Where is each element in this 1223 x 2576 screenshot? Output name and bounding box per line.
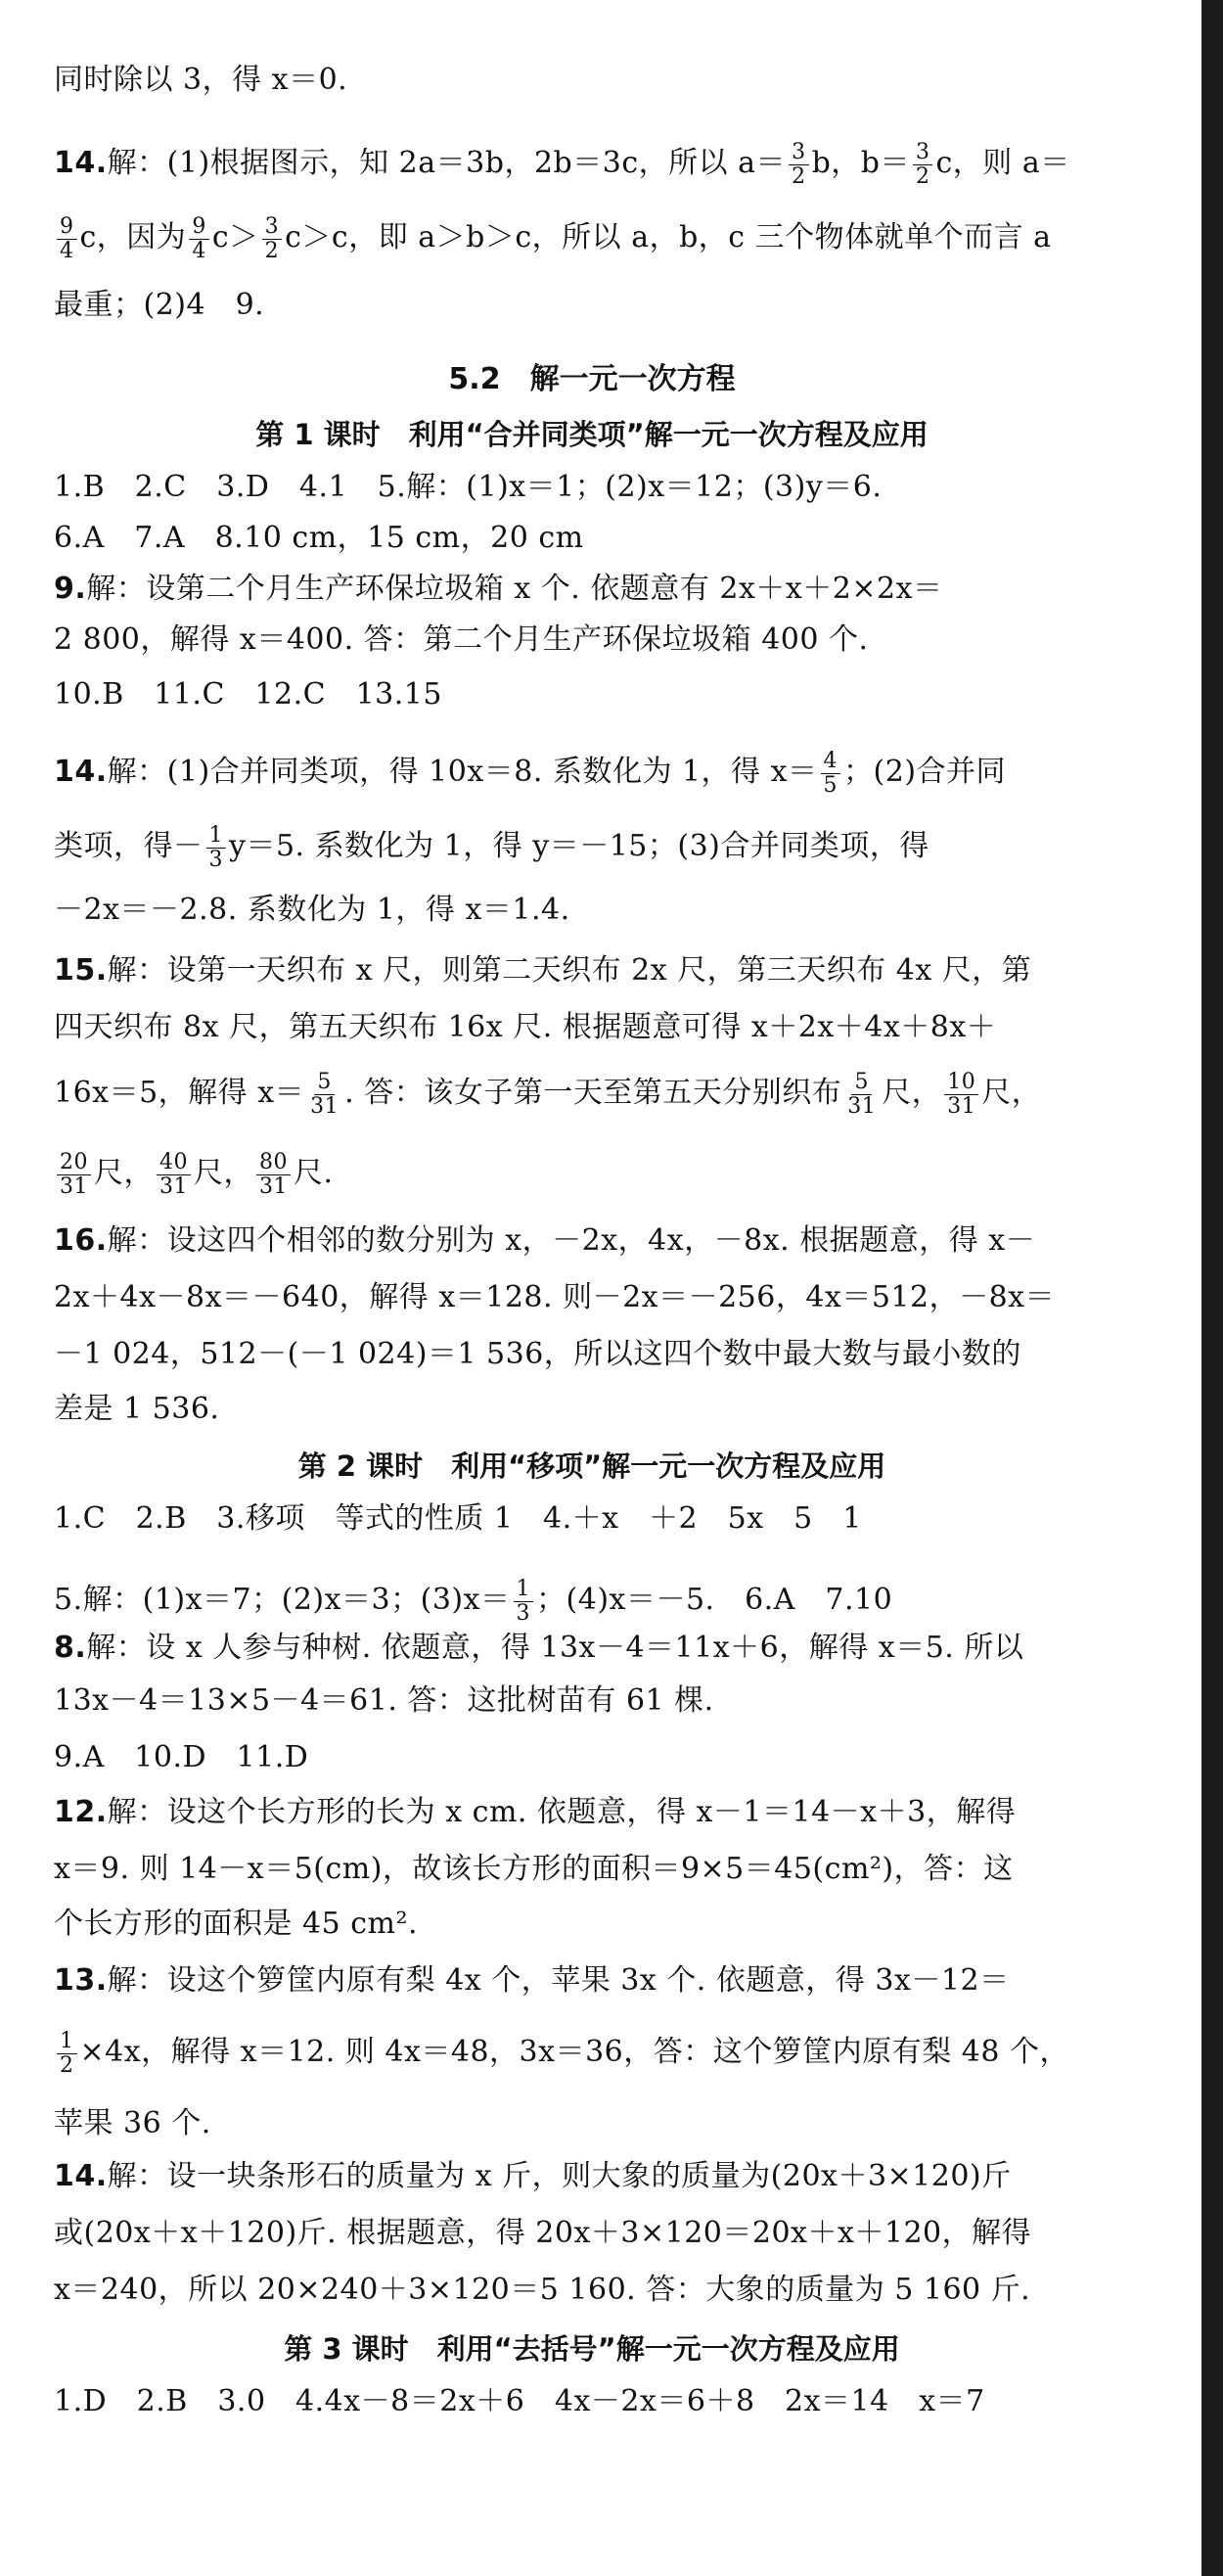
answer-line [54,1390,1066,1429]
fraction [206,824,227,872]
fraction [821,750,841,798]
fraction-denominator: 2 [915,163,930,189]
question-number: 15. [54,953,108,988]
answer-line [54,891,1066,930]
answer-line [54,1681,1066,1721]
text-run: 尺. [294,1156,334,1190]
answer-line [54,61,1066,100]
text-run: 1.B 2.C 3.D 4.1 5.解：(1)x＝1；(2)x＝12；(3)y＝6. [54,470,883,504]
answer-line [54,2104,1066,2143]
fraction-numerator: 3 [262,215,283,240]
text-run: 16x＝5，解得 x＝ [54,1076,305,1110]
fraction-denominator: 2 [264,238,280,263]
answer-line [54,1008,1066,1047]
fraction [57,215,77,263]
fraction-numerator: 80 [256,1151,291,1175]
fraction-numerator: 3 [789,141,809,165]
scan-edge-bar [1201,0,1223,2576]
text-run: c＞ [211,220,259,254]
answer-line [54,1499,1066,1539]
text-run: 10.B 11.C 12.C 13.15 [54,677,442,712]
fraction-denominator: 31 [947,1093,976,1119]
text-run: 1.D 2.B 3.0 4.4x－8＝2x＋6 4x－2x＝6＋8 2x＝14 x＝7 [54,2384,985,2418]
fraction [262,215,283,263]
answer-line [54,1905,1066,1944]
lesson-title: 第 2 课时 利用“移项”解一元一次方程及应用 [297,1449,886,1483]
text-run: 1.C 2.B 3.移项 等式的性质 1 4.＋x ＋2 5x 5 1 [54,1501,862,1536]
lesson-title: 第 1 课时 利用“合并同类项”解一元一次方程及应用 [255,418,929,451]
fraction-numerator: 4 [821,750,841,774]
text-run: x＝240，所以 20×240＋3×120＝5 160. 答：大象的质量为 5 160 斤. [54,2273,1031,2307]
answer-line [54,519,1066,558]
fraction-numerator: 10 [944,1071,978,1095]
answer-line [54,746,1066,799]
answer-line [54,1629,1066,1668]
fraction-numerator: 5 [851,1071,872,1095]
lesson-title: 第 3 课时 利用“去括号”解一元一次方程及应用 [284,2332,900,2366]
answer-line [54,468,1066,507]
text-run: 解：设这个长方形的长为 x cm. 依题意，得 x－1＝14－x＋3，解得 [107,1795,1017,1829]
answer-line [54,1850,1066,1889]
fraction [189,215,209,263]
text-run: ；(2)合并同 [843,755,1007,789]
fraction-numerator: 40 [157,1151,191,1175]
text-run: 解：(1)合并同类项，得 10x＝8. 系数化为 1，得 x＝ [107,755,818,789]
text-run: c，因为 [79,220,187,254]
question-number: 14. [54,755,108,789]
fraction-denominator: 3 [208,847,223,872]
answer-line [54,1278,1066,1317]
answer-line [54,570,1066,609]
text-run: －2x＝－2.8. 系数化为 1，得 x＝1.4. [54,893,570,927]
fraction-denominator: 31 [60,1173,88,1199]
question-number: 14. [54,146,108,180]
text-run: ×4x，解得 x＝12. 则 4x＝48，3x＝36，答：这个箩筐内原有梨 48 个， [79,2035,1069,2069]
question-number: 12. [54,1795,108,1829]
text-run: ；(4)x＝－5. 6.A 7.10 [536,1583,893,1617]
text-run: 苹果 36 个. [54,2106,211,2140]
fraction [944,1071,978,1119]
fraction-denominator: 2 [60,2052,74,2078]
fraction-denominator: 2 [792,163,806,189]
fraction-denominator: 31 [310,1093,340,1119]
text-run: 解：设第二个月生产环保垃圾箱 x 个. 依题意有 2x＋x＋2×2x＝ [86,572,943,606]
text-run: 尺， [94,1156,154,1190]
fraction-denominator: 3 [516,1600,531,1626]
text-run: 个长方形的面积是 45 cm². [54,1907,419,1941]
text-run: 13x－4＝13×5－4＝61. 答：这批树苗有 61 棵. [54,1683,714,1718]
text-run: 同时除以 3，得 x＝0. [54,63,348,97]
text-run: 解：设第一天织布 x 尺，则第二天织布 2x 尺，第三天织布 4x 尺，第 [107,953,1032,988]
text-run: 9.A 10.D 11.D [54,1740,309,1774]
text-run: 解：设 x 人参与种树. 依题意，得 13x－4＝11x＋6，解得 x＝5. 所以 [86,1631,1024,1665]
answer-line [54,1574,1066,1627]
fraction [57,2030,77,2078]
fraction-numerator: 1 [57,2030,77,2054]
text-run: 6.A 7.A 8.10 cm，15 cm，20 cm [54,521,584,555]
text-run: 类项，得－ [54,829,204,863]
fraction-denominator: 31 [259,1173,288,1199]
fraction-denominator: 31 [159,1173,188,1199]
question-number: 8. [54,1631,87,1665]
text-run: b，b＝ [811,146,910,180]
answer-line [54,286,1066,325]
answer-line [54,1067,1066,1120]
fraction [57,1151,91,1199]
text-run: 解：设这四个相邻的数分别为 x，－2x，4x，－8x. 根据题意，得 x－ [107,1223,1036,1258]
fraction-numerator: 3 [913,141,933,165]
fraction-numerator: 5 [314,1071,335,1095]
text-run: 差是 1 536. [54,1392,220,1426]
text-run: . 答：该女子第一天至第五天分别织布 [344,1076,842,1110]
fraction [514,1578,534,1626]
text-run: 2x＋4x－8x＝－640，解得 x＝128. 则－2x＝－256，4x＝512，－8x＝ [54,1280,1056,1314]
text-run: 尺， [882,1076,942,1110]
question-number: 9. [54,572,87,606]
text-run: x＝9. 则 14－x＝5(cm)，故该长方形的面积＝9×5＝45(cm²)，答：这 [54,1852,1014,1886]
fraction-denominator: 5 [823,772,838,798]
answer-line [54,621,1066,660]
answer-line [54,211,1066,264]
answer-line [54,1221,1066,1261]
fraction [307,1071,341,1119]
text-run: 解：(1)根据图示，知 2a＝3b，2b＝3c，所以 a＝ [107,146,787,180]
question-number: 13. [54,1963,108,1998]
text-run: 尺， [194,1156,253,1190]
fraction-denominator: 4 [192,238,206,263]
fraction-denominator: 4 [60,238,74,263]
answer-line [54,2026,1069,2079]
text-run: 最重；(2)4 9. [54,288,265,322]
answer-line [54,2382,1066,2421]
answer-line [54,2214,1066,2253]
text-run: c＞c，即 a＞b＞c，所以 a，b，c 三个物体就单个而言 a [285,220,1052,254]
text-run: 尺， [981,1076,1042,1110]
answer-line [54,1793,1066,1832]
question-number: 14. [54,2159,108,2193]
fraction [789,141,809,189]
text-run: c，则 a＝ [935,146,1070,180]
answer-line [54,1738,1066,1777]
text-run: 四天织布 8x 尺，第五天织布 16x 尺. 根据题意可得 x＋2x＋4x＋8x＋ [54,1010,997,1044]
fraction-numerator: 20 [57,1151,91,1175]
fraction [256,1151,291,1199]
fraction-numerator: 9 [189,215,209,240]
text-run: 解：设一块条形石的质量为 x 斤，则大象的质量为(20x＋3×120)斤 [107,2159,1012,2193]
answer-line [54,2271,1066,2310]
answer-line [54,1961,1066,2001]
text-run: 或(20x＋x＋120)斤. 根据题意，得 20x＋3×120＝20x＋x＋120，解得 [54,2216,1032,2250]
text-run: 解：设这个箩筐内原有梨 4x 个，苹果 3x 个. 依题意，得 3x－12＝ [107,1963,1010,1998]
text-run: 2 800，解得 x＝400. 答：第二个月生产环保垃圾箱 400 个. [54,622,869,657]
answer-line [54,1335,1066,1374]
answer-line [54,137,1070,190]
text-run: 5.解：(1)x＝7；(2)x＝3；(3)x＝ [54,1583,511,1617]
answer-line [54,951,1066,990]
fraction [913,141,933,189]
text-run: －1 024，512－(－1 024)＝1 536，所以这四个数中最大数与最小数的 [54,1337,1021,1371]
fraction [157,1151,191,1199]
section-title: 5.2 解一元一次方程 [448,362,736,396]
answer-line [54,1147,1066,1200]
fraction-numerator: 9 [57,215,77,240]
answer-line [54,2157,1066,2196]
answer-line [54,675,1066,714]
fraction-numerator: 1 [206,824,227,849]
fraction [844,1071,879,1119]
fraction-denominator: 31 [847,1093,877,1119]
answer-line [54,820,1066,873]
text-run: y＝5. 系数化为 1，得 y＝－15；(3)合并同类项，得 [229,829,929,863]
question-number: 16. [54,1223,108,1258]
fraction-numerator: 1 [514,1578,534,1602]
